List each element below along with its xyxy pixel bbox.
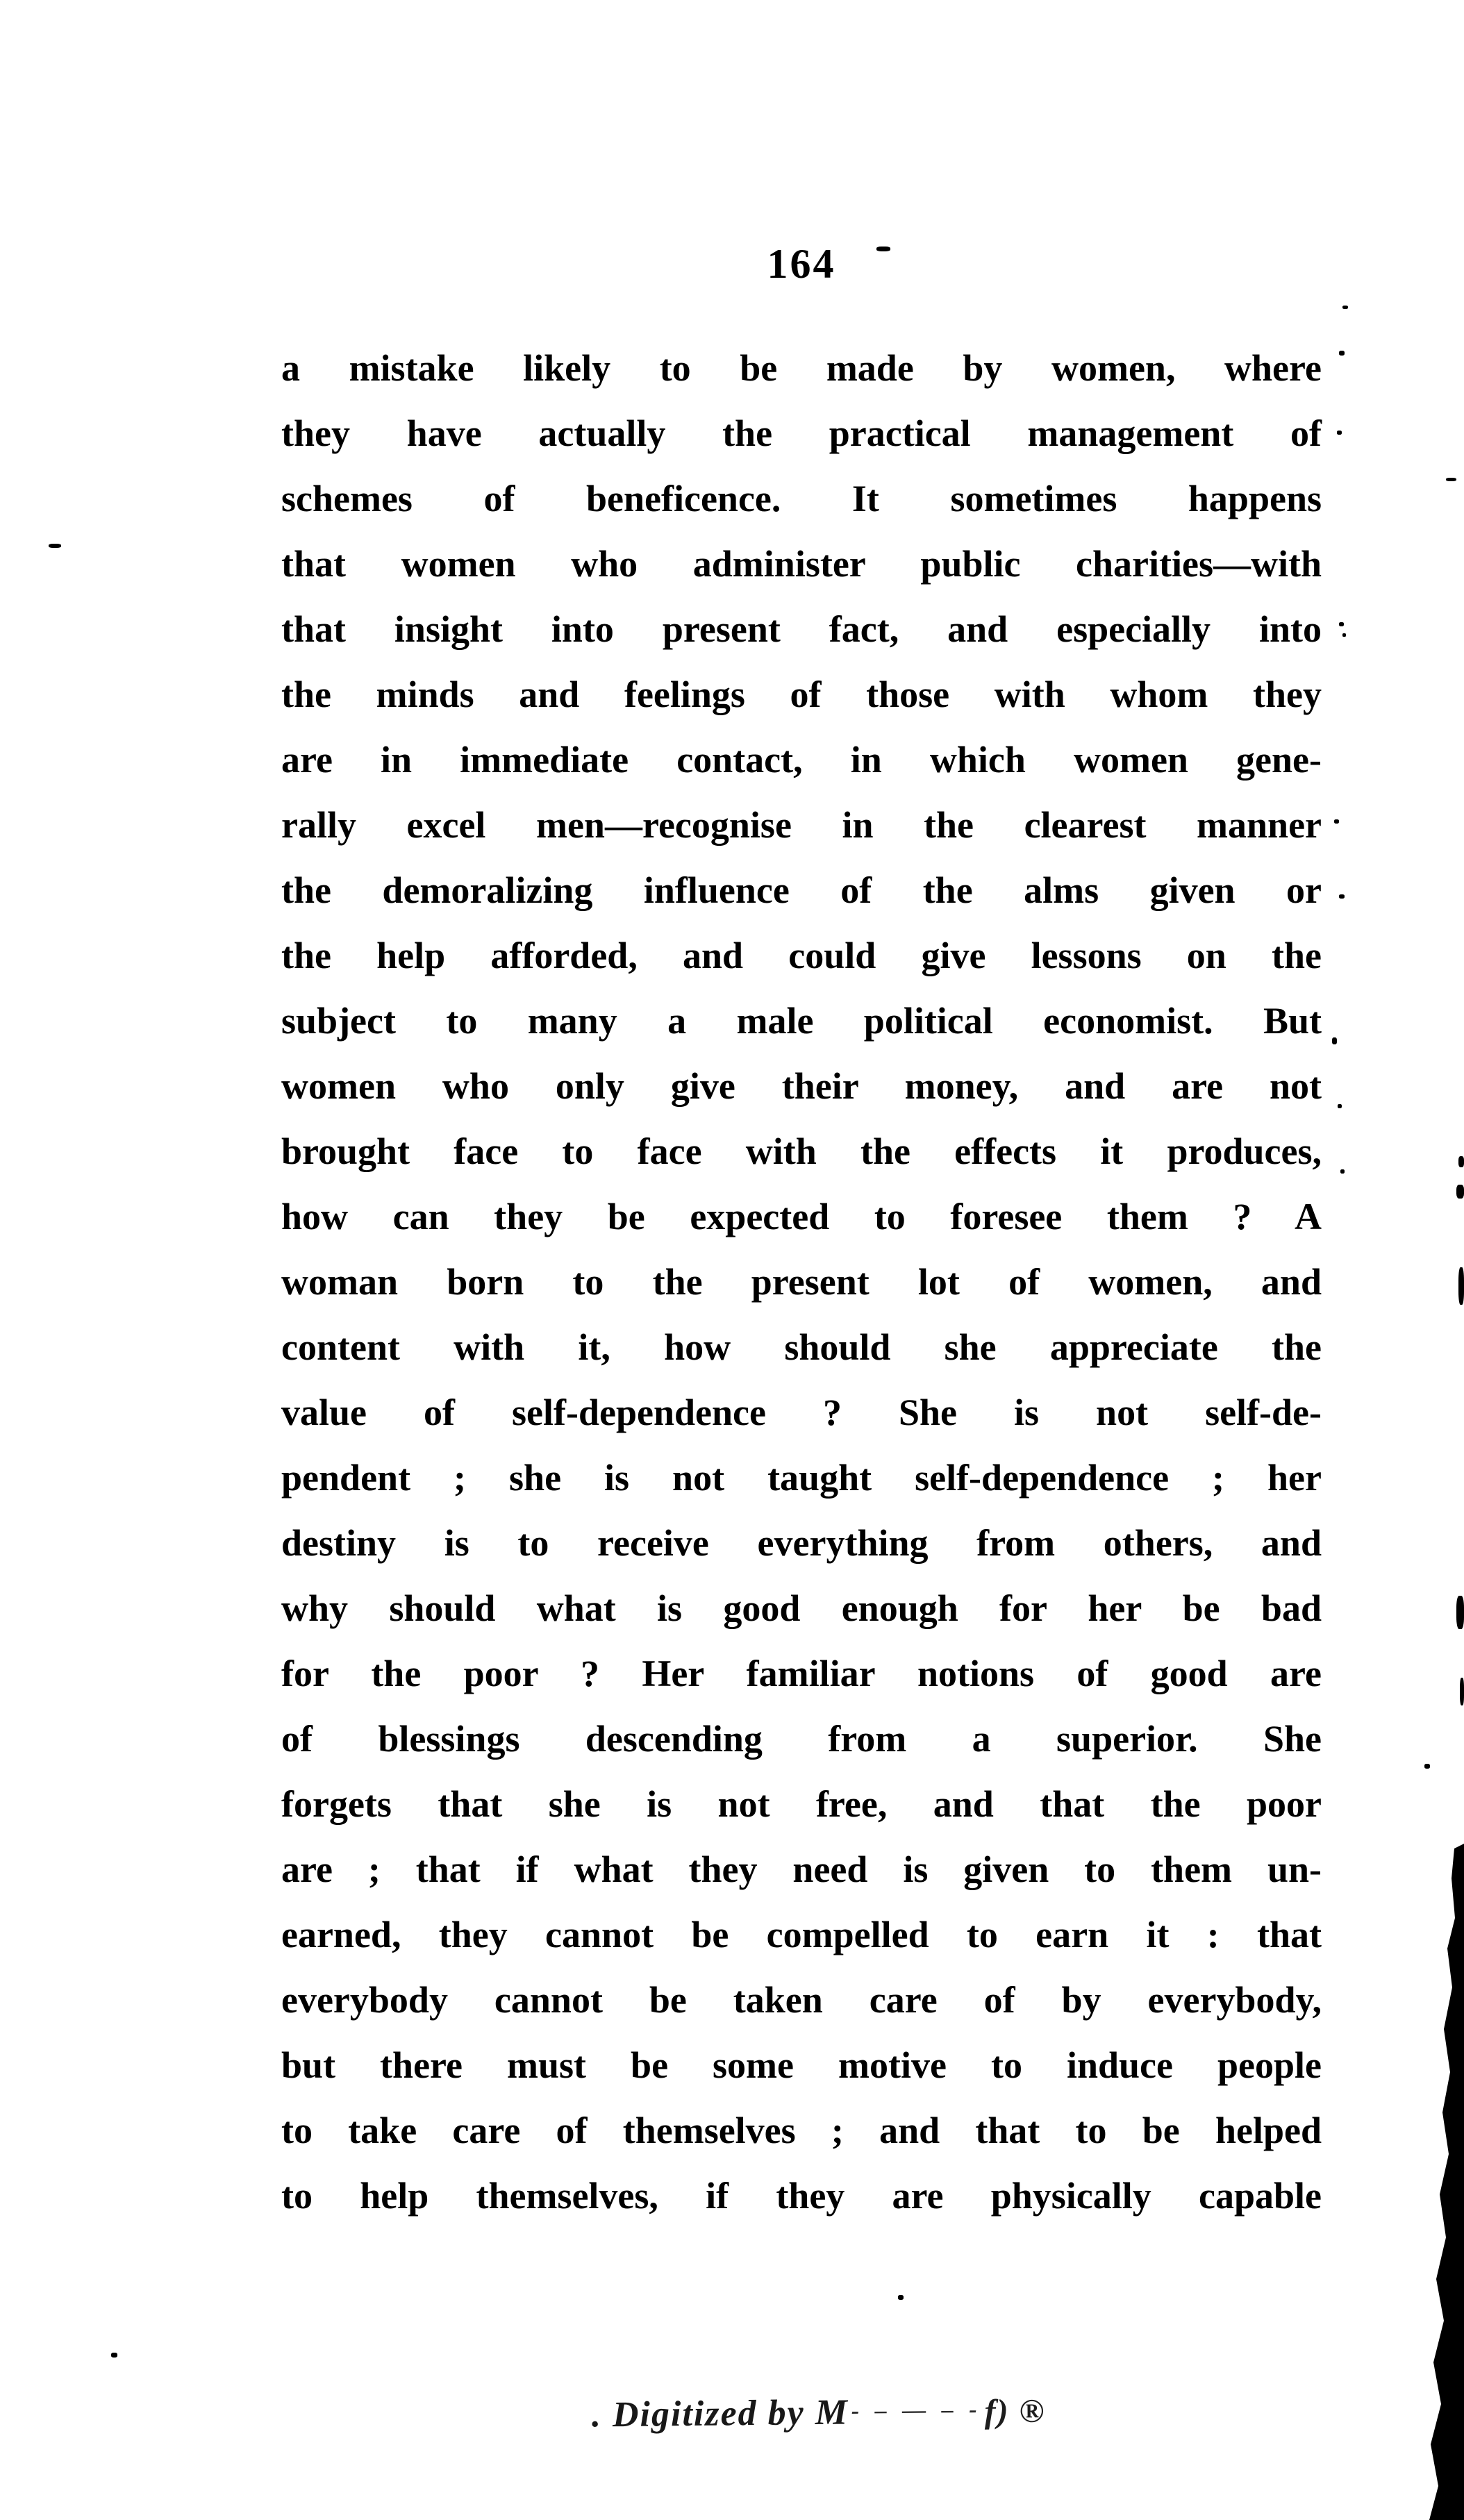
ink-speck — [1339, 894, 1345, 899]
text-line: earned, they cannot be compelled to earn it : that — [281, 1914, 1322, 1955]
text-line: are ; that if what they need is given to them un- — [281, 1849, 1322, 1890]
body-text-block — [281, 335, 1322, 2228]
text-line: women who only give their money, and are not — [281, 1065, 1322, 1107]
ink-dash-above-page-number — [876, 247, 890, 251]
text-line: how can they be expected to foresee them ? A — [281, 1196, 1322, 1237]
ink-speck — [1342, 633, 1346, 637]
text-line: value of self-dependence ? She is not self-de- — [281, 1392, 1322, 1433]
text-line: the help afforded, and could give lessons on the — [281, 935, 1322, 976]
ink-speck — [111, 2353, 117, 2358]
ink-speck — [1342, 306, 1348, 309]
text-line: schemes of beneficence. It sometimes happens — [281, 478, 1322, 519]
ink-speck — [1339, 351, 1345, 356]
ink-speck — [898, 2295, 904, 2300]
text-line: brought face to face with the effects it produces, — [281, 1130, 1322, 1172]
watermark-faded-middle: - – — – - — [851, 2396, 982, 2424]
text-line: of blessings descending from a superior. She — [281, 1718, 1322, 1760]
ink-speck — [1339, 622, 1344, 626]
ink-mark-right-edge — [1458, 1156, 1464, 1167]
text-line: they have actually the practical management of — [281, 412, 1322, 454]
watermark-prefix: . Digitized by M — [591, 2392, 849, 2435]
text-line: to take care of themselves ; and that to be helped — [281, 2110, 1322, 2151]
text-line: pendent ; she is not taught self-dependence ; her — [281, 1457, 1322, 1499]
ink-speck — [1424, 1764, 1430, 1769]
text-line: a mistake likely to be made by women, where — [281, 347, 1322, 389]
text-line: subject to many a male political economist. But — [281, 1000, 1322, 1042]
ink-speck — [1340, 1169, 1345, 1174]
page-number: 164 — [767, 241, 836, 287]
text-line: to help themselves, if they are physically capable — [281, 2175, 1322, 2217]
ink-dash-left-margin — [49, 544, 61, 548]
ink-mark-right-edge — [1456, 1596, 1464, 1629]
digitized-watermark — [592, 2390, 1046, 2444]
text-line: the minds and feelings of those with whom they — [281, 674, 1322, 715]
ink-speck — [1334, 819, 1339, 824]
text-line: forgets that she is not free, and that the poor — [281, 1783, 1322, 1825]
text-line: are in immediate contact, in which women gene- — [281, 739, 1322, 781]
ink-mark-right-edge — [1460, 1678, 1464, 1705]
text-line: everybody cannot be taken care of by everybody, — [281, 1979, 1322, 2021]
ink-speck — [1338, 1104, 1342, 1108]
text-line: woman born to the present lot of women, and — [281, 1261, 1322, 1303]
text-line: content with it, how should she appreciate the — [281, 1326, 1322, 1368]
ink-dash-right-edge — [1446, 478, 1456, 481]
text-line: the demoralizing influence of the alms given or — [281, 869, 1322, 911]
ink-bar-right-edge — [1458, 1267, 1464, 1305]
ink-speck — [1332, 1037, 1337, 1044]
text-line: rally excel men—recognise in the clearest manner — [281, 804, 1322, 846]
text-line: destiny is to receive everything from others, and — [281, 1522, 1322, 1564]
text-line: why should what is good enough for her be bad — [281, 1587, 1322, 1629]
text-line: but there must be some motive to induce people — [281, 2044, 1322, 2086]
ink-mark-right-edge — [1456, 1185, 1464, 1199]
ink-speck — [1337, 431, 1342, 435]
text-line: for the poor ? Her familiar notions of good are — [281, 1653, 1322, 1694]
text-line: that insight into present fact, and especially into — [281, 608, 1322, 650]
text-line: that women who administer public charities—with — [281, 543, 1322, 585]
watermark-suffix: f) ® — [984, 2392, 1046, 2430]
